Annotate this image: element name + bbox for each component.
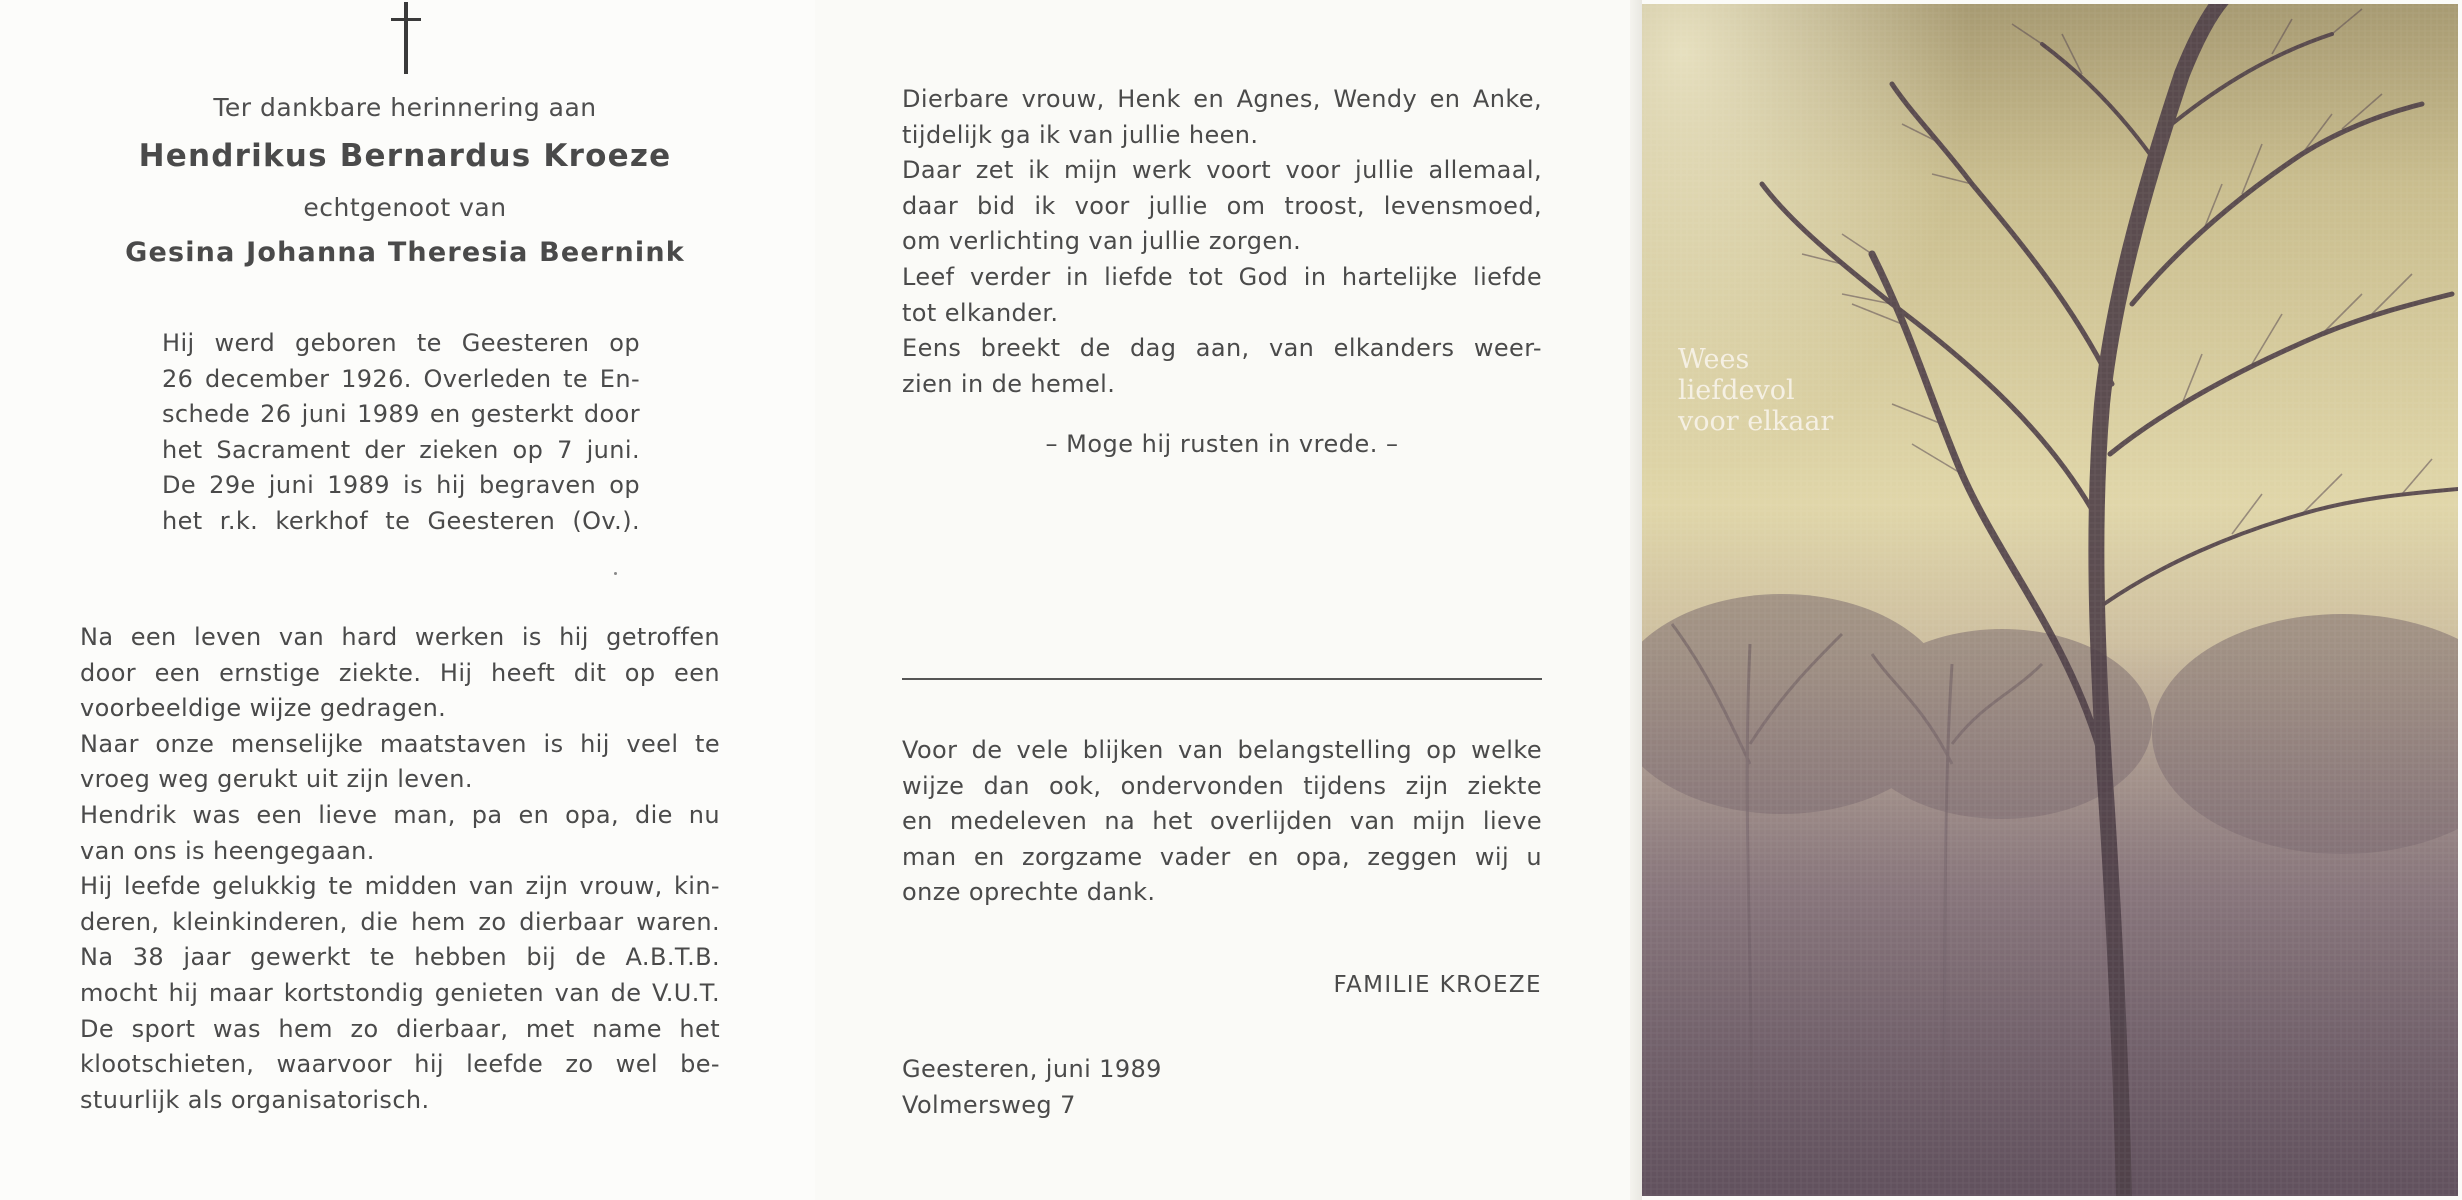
poem-text xyxy=(902,82,1542,402)
deceased-name: Hendrikus Bernardus Kroeze xyxy=(138,138,672,174)
tribute-line: Na 38 jaar gewerkt te hebben bij de A.B.T.B. xyxy=(80,943,720,972)
bio-line: schede 26 juni 1989 en gesterkt door xyxy=(162,400,640,429)
tribute-line: klootschieten, waarvoor hij leefde zo wel be- xyxy=(80,1050,720,1079)
tribute-line: Naar onze menselijke maatstaven is hij veel te xyxy=(80,729,720,758)
tribute-line: van ons is heengegaan. xyxy=(80,836,375,865)
tribute-line: voorbeeldige wijze gedragen. xyxy=(80,694,447,723)
tribute-line: De sport was hem zo dierbaar, met name het xyxy=(80,1014,720,1043)
intro-line: Ter dankbare herinnering aan xyxy=(213,93,597,122)
thanks-line: wijze dan ook, ondervonden tijdens zijn ziekte xyxy=(902,771,1542,800)
thanks-text xyxy=(902,733,1542,911)
print-speck xyxy=(614,572,617,575)
address-block xyxy=(902,1052,1162,1123)
street-address: Volmersweg 7 xyxy=(902,1090,1076,1119)
divider xyxy=(902,678,1542,680)
tribute-line: deren, kleinkinderen, die hem zo dierbaar waren. xyxy=(80,907,720,936)
poem-line: Leef verder in liefde tot God in hartelijke liefde xyxy=(902,262,1542,291)
tribute-line: stuurlijk als organisatorisch. xyxy=(80,1085,430,1114)
thanks-line: en medeleven na het overlijden van mijn lieve xyxy=(902,807,1542,836)
bio-line: het Sacrament der zieken op 7 juni. xyxy=(162,435,640,464)
motto-line: Wees xyxy=(1678,344,1750,375)
tribute-line: Na een leven van hard werken is hij getroffen xyxy=(80,623,720,651)
bio-line: Hij werd geboren te Geesteren op xyxy=(162,329,640,357)
thanks-line: Voor de vele blijken van belangstelling op welke xyxy=(902,736,1542,764)
bio-text xyxy=(162,326,640,540)
tribute-text xyxy=(80,620,720,1118)
motto-text xyxy=(1678,344,1833,437)
tree-in-fog-image xyxy=(1642,4,2458,1196)
bio-line: 26 december 1926. Overleden te En- xyxy=(162,364,640,393)
tribute-line: Hij leefde gelukkig te midden van zijn vrouw, kin- xyxy=(80,872,720,901)
relation-line: echtgenoot van xyxy=(303,193,507,222)
cross-icon xyxy=(391,2,421,74)
poem-line: Dierbare vrouw, Henk en Agnes, Wendy en Anke, xyxy=(902,85,1542,113)
spouse-name: Gesina Johanna Theresia Beernink xyxy=(125,237,685,268)
poem-line: tijdelijk ga ik van jullie heen. xyxy=(902,120,1259,149)
motto-line: liefdevol xyxy=(1678,375,1795,406)
tribute-line: vroeg weg gerukt uit zijn leven. xyxy=(80,765,473,794)
bio-line: De 29e juni 1989 is hij begraven op xyxy=(162,471,640,500)
panel-fold xyxy=(1630,0,1642,1200)
tribute-line: door een ernstige ziekte. Hij heeft dit op een xyxy=(80,658,720,687)
thanks-line: man en zorgzame vader en opa, zeggen wij u xyxy=(902,842,1542,871)
bio-line: het r.k. kerkhof te Geesteren (Ov.). xyxy=(162,506,640,535)
tribute-line: Hendrik was een lieve man, pa en opa, die nu xyxy=(80,800,720,829)
poem-line: daar bid ik voor jullie om troost, levensmoed, xyxy=(902,191,1542,220)
tribute-line: mocht hij maar kortstondig genieten van de V.U.T. xyxy=(80,978,720,1007)
poem-line: Daar zet ik mijn werk voort voor jullie allemaal, xyxy=(902,156,1542,185)
poem-line: om verlichting van jullie zorgen. xyxy=(902,227,1302,256)
poem-line: zien in de hemel. xyxy=(902,369,1116,398)
prayer-line: – Moge hij rusten in vrede. – xyxy=(1045,430,1399,458)
thanks-line: onze oprechte dank. xyxy=(902,878,1156,907)
poem-line: Eens breekt de dag aan, van elkanders weer- xyxy=(902,334,1542,363)
family-signature: FAMILIE KROEZE xyxy=(1333,972,1542,998)
place-date: Geesteren, juni 1989 xyxy=(902,1055,1162,1083)
cover-photo xyxy=(1642,4,2458,1196)
motto-line: voor elkaar xyxy=(1678,406,1834,437)
poem-line: tot elkander. xyxy=(902,298,1059,327)
